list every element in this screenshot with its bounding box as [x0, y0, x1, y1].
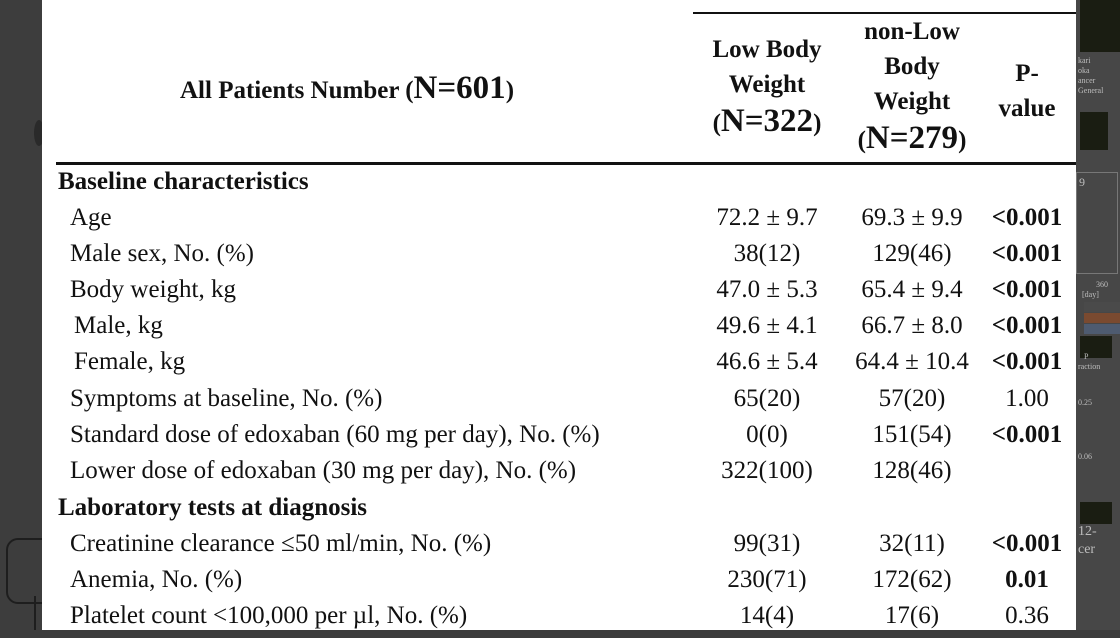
background-text: oka: [1078, 66, 1090, 75]
background-left-panel: [0, 0, 42, 630]
column-header-non-low-body-weight: non-Low Body Weight (N=279): [857, 18, 967, 156]
background-bar: [1084, 324, 1120, 334]
table-row: Female, kg 46.6 ± 5.4 64.4 ± 10.4 <0.001: [74, 348, 1063, 375]
background-text: P: [1084, 352, 1089, 361]
table-row: Anemia, No. (%) 230(71) 172(62) 0.01: [70, 566, 1049, 593]
background-text: 0.06: [1078, 452, 1092, 461]
table-row: Male, kg 49.6 ± 4.1 66.7 ± 8.0 <0.001: [74, 312, 1063, 339]
background-text: kari: [1078, 56, 1091, 65]
background-block: [1080, 502, 1112, 524]
table-row: Symptoms at baseline, No. (%) 65(20) 57(20) 1.00: [70, 385, 1049, 412]
column-header-low-body-weight: Low Body Weight (N=322): [712, 36, 822, 139]
background-block: [1080, 0, 1120, 52]
all-patients-header: All Patients Number (N=601): [180, 70, 515, 106]
document-table-page: [42, 0, 1076, 630]
background-text: [day]: [1082, 290, 1099, 299]
table-row: Body weight, kg 47.0 ± 5.3 65.4 ± 9.4 <0.001: [70, 276, 1063, 303]
background-chart-frame: [1076, 172, 1118, 274]
background-text: 360: [1096, 280, 1108, 289]
background-bar: [1084, 313, 1120, 323]
background-right-panel: [1076, 0, 1120, 630]
background-text: General: [1078, 86, 1104, 95]
section-header-laboratory: Laboratory tests at diagnosis: [58, 494, 368, 521]
background-text: raction: [1078, 362, 1101, 371]
background-block: [1080, 112, 1108, 150]
table-row: Creatinine clearance ≤50 ml/min, No. (%) 99(31) 32(11) <0.001: [70, 530, 1063, 557]
table-row: Standard dose of edoxaban (60 mg per day), No. (%) 0(0) 151(54) <0.001: [70, 421, 1063, 448]
section-header-baseline: Baseline characteristics: [58, 168, 309, 195]
background-text: 12-: [1078, 524, 1097, 539]
background-text: cer: [1078, 542, 1096, 557]
background-text: 9: [1079, 175, 1085, 189]
column-header-p-value: P- value: [998, 60, 1056, 122]
table-row: Age 72.2 ± 9.7 69.3 ± 9.9 <0.001: [70, 204, 1063, 231]
table-row: Lower dose of edoxaban (30 mg per day), No. (%) 322(100) 128(46): [70, 457, 952, 484]
background-text: 0.25: [1078, 398, 1092, 407]
table-row: Male sex, No. (%) 38(12) 129(46) <0.001: [70, 240, 1063, 267]
table-header-rule: [56, 162, 1076, 165]
table-row: Platelet count <100,000 per µl, No. (%) 14(4) 17(6) 0.36: [70, 602, 1049, 629]
background-bar: [1084, 302, 1120, 312]
background-text: ancer: [1078, 76, 1096, 85]
